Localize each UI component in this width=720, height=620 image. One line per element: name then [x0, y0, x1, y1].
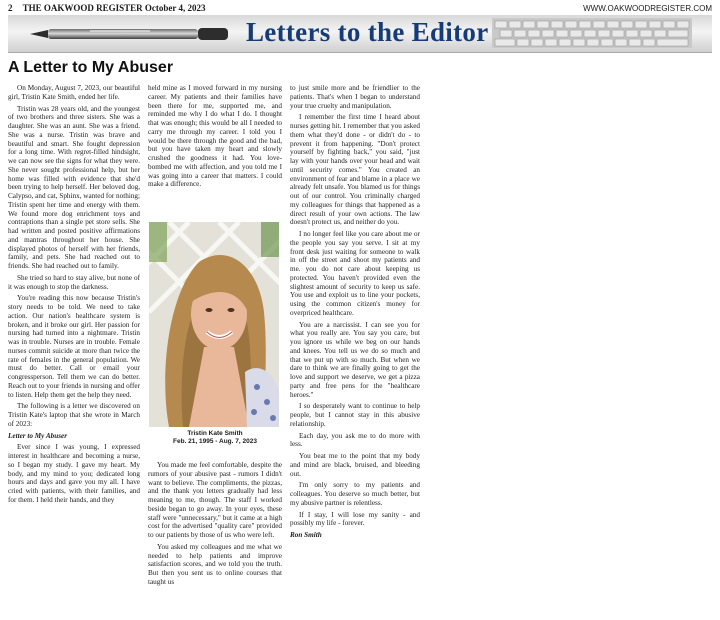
paragraph: to just smile more and be friendlier to the patients. That's when I began to understand your true cruelty and manipulation. — [290, 84, 420, 110]
article-column-2-bottom — [148, 461, 282, 590]
paragraph: I'm only sorry to my patients and colleagues. You deserve so much better, but my abusive partner is relentless. — [290, 481, 420, 507]
pen-icon — [30, 27, 230, 41]
paragraph: You are a narcissist. I can see you for what you really are. You say you care, but you ignore us while we beg on our hands and knees. You tell us we do so much and that we put up with so much. But when we dare to think we are finally going to get the love and support we deserve, we get a pizza party and free pens for the "healthcare heroes." — [290, 320, 420, 399]
website-link[interactable]: WWW.OAKWOODREGISTER.COM — [583, 3, 712, 13]
paragraph: I so desperately want to continue to help people, but I cannot stay in this abusive relationship. — [290, 402, 420, 428]
article-column-2 — [148, 84, 282, 192]
paper-name-date: THE OAKWOOD REGISTER October 4, 2023 — [22, 3, 206, 13]
portrait-photo — [149, 222, 279, 427]
portrait-image — [149, 222, 279, 427]
photo-caption — [148, 430, 282, 446]
paragraph: You made me feel comfortable, despite the rumors of your abusive past - rumors I didn't want to believe. The compliments, the pizzas, and the thank you letters gradually had less meaning to me, though. The staff I worked beside began to go away. In your eyes, these staff were "unnecessary," but it came at a high cost for the advertised "quality care" provided to our patients by those of us who were left. — [148, 461, 282, 539]
article-column-1 — [8, 84, 140, 508]
paragraph: You asked my colleagues and me what we needed to help patients and improve satisfaction scores, and we told you the truth. But then you sent us to online courses that taught us — [148, 542, 282, 586]
blank-page-area — [430, 84, 712, 614]
section-banner — [8, 15, 712, 53]
paragraph: I remember the first time I heard about nurses getting hit. I remember that you asked them what they'd done - or didn't do - to prevent it from happening. "Don't protect yourself by fighting back," you said, "just lay with your hands over your head and wait until security comes." You created an environment of fear and blame in a place we already felt unsafe. You blamed us for things out of our control. You criminally charged my colleagues for things that happened as a direct result of your own actions. The law doesn't protect us, and neither do you. — [290, 113, 420, 227]
article-headline: A Letter to My Abuser — [8, 59, 174, 76]
paragraph: Ever since I was young, I expressed interest in healthcare and becoming a nurse, so I began my study. I gave my heart. My body, and my mind to you; dedicated long hours and days and gave you my all. I have cried with patients, with their families, and for them. I held their hands, and they — [8, 443, 140, 504]
signature: Ron Smith — [290, 531, 322, 539]
paragraph: She tried so hard to stay alive, but none of it was enough to stop the darkness. — [8, 273, 140, 291]
paragraph: Tristin was 28 years old, and the youngest of two brothers and three sisters. She was a daughter. She was an aunt. She was a friend. She was a nurse. Tristin was brave and beautiful and smart. She fought depression for a long time. With regret-filled hindsight, we can now see the signs for what they were. She never sought professional help, but her home was filled with evidence that she'd been trying to help herself. Her beloved dog, Calypso, and cat, Sphinx, wanted for nothing; Tristin spent her time and energy with them. We found more dog enrichment toys and contraptions than a single pet store sells. She had written and posted positive affirmations and mantras throughout her house. She displayed photos of herself with her friends, family, and pets. She had reached out to friends. She had reached out to family. — [8, 104, 140, 270]
letter-subhead: Letter to My Abuser — [8, 431, 68, 440]
caption-name: Tristin Kate Smith — [187, 430, 243, 437]
paragraph: You're reading this now because Tristin's story needs to be told. We need to take action. Our nation's healthcare system is broken, and it broke our girl. Her passion for nursing had turned into a nightmare. Tristin was in trouble. Nurses are in trouble. Female nurses commit suicide at more than twice the rate of females in the general population. We must do better. Call or email your congressperson. Tell them we can do better. Reach out to your friends in nursing and offer to listen. Help them get the help they need. — [8, 294, 140, 399]
caption-dates: Feb. 21, 1995 - Aug. 7, 2023 — [173, 438, 257, 445]
paragraph: The following is a letter we discovered on Tristin Kate's laptop that she wrote in March of 2023: — [8, 402, 140, 428]
banner-title: Letters to the Editor — [246, 17, 489, 47]
paragraph: If I stay, I will lose my sanity - and possibly my life - forever. — [290, 510, 420, 528]
paragraph: You beat me to the point that my body and mind are black, bruised, and bleeding out. — [290, 452, 420, 478]
paragraph: Each day, you ask me to do more with less. — [290, 431, 420, 449]
article-column-3 — [290, 84, 420, 543]
paragraph: held mine as I moved forward in my nursing career. My patients and their families have been there for me, supported me, and reminded me why I do what I do. I thought that was enough; this would be all I needed to carry me through my career. I told you I would be there through the good and the bad, but you have taken my heart and slowly crushed the goodness it had. You love-bombed me with affection, and you told me I was going into a career that matters. I could make a difference. — [148, 84, 282, 189]
paper-info — [8, 3, 205, 13]
page-number: 2 — [8, 3, 13, 13]
paragraph: On Monday, August 7, 2023, our beautiful girl, Tristin Kate Smith, ended her life. — [8, 84, 140, 101]
top-line — [8, 2, 712, 14]
paragraph: I no longer feel like you care about me or the people you say you serve. I sit at my front desk just waiting for someone to walk in off the street and shoot my patients and me. you do not care about keeping us protected. You haven't provided even the slightest amount of security to keep us safe. You use and exploit us to line your pockets, using the common citizen's money for overpriced healthcare. — [290, 230, 420, 317]
keyboard-icon — [492, 18, 692, 48]
